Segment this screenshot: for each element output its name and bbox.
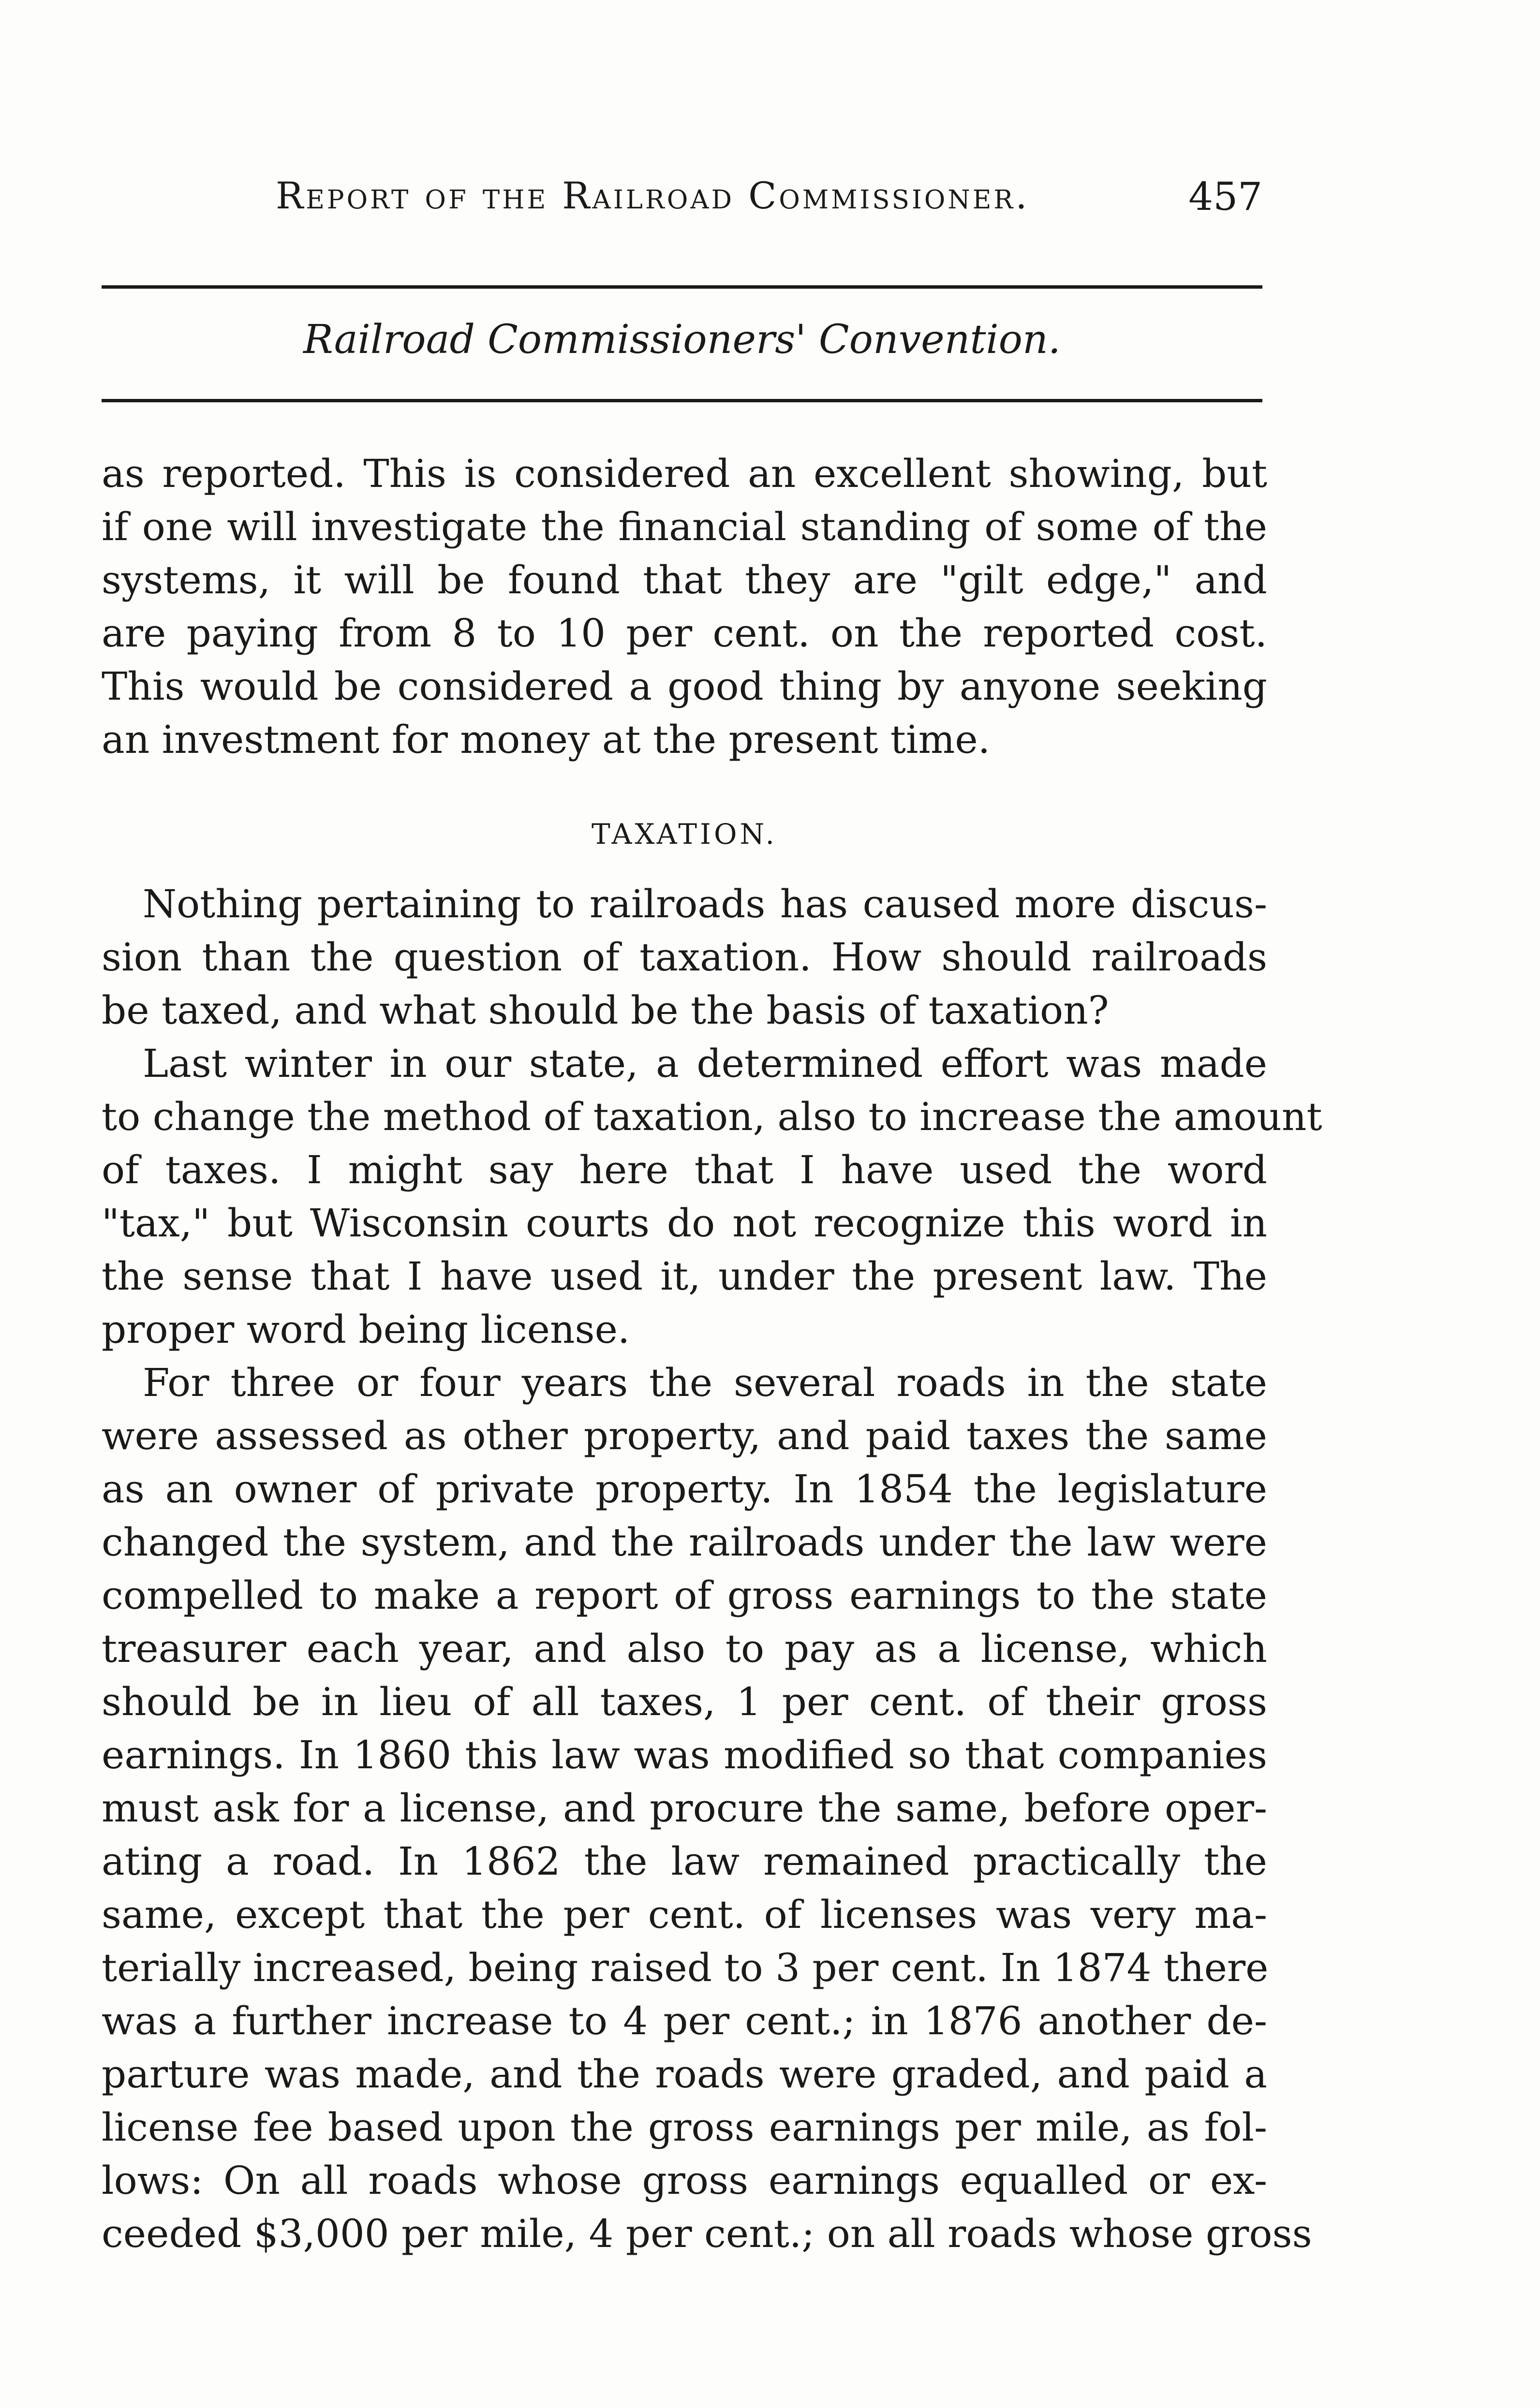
text-line: must ask for a license, and procure the same, before oper-: [102, 1786, 1267, 1831]
text-line: to change the method of taxation, also to increase the amount: [102, 1094, 1322, 1139]
section-caption: Railroad Commissioners' Convention.: [303, 317, 1061, 363]
text-line: are paying from 8 to 10 per cent. on the reported cost.: [102, 611, 1267, 656]
text-line: ating a road. In 1862 the law remained practically the: [102, 1839, 1267, 1884]
text-line: Last winter in our state, a determined effort was made: [143, 1041, 1267, 1086]
text-line: lows: On all roads whose gross earnings equalled or ex-: [102, 2158, 1267, 2203]
text-line: as an owner of private property. In 1854 the legislature: [102, 1467, 1267, 1512]
paragraph-continued: [102, 447, 1267, 766]
page-number: 457: [1188, 174, 1262, 219]
text-line: same, except that the per cent. of licenses was very ma-: [102, 1892, 1267, 1937]
paragraph-taxation-intro: [102, 878, 1267, 1037]
text-line: systems, it will be found that they are "gilt edge," and: [102, 558, 1267, 602]
text-line: the sense that I have used it, under the present law. The: [102, 1254, 1267, 1299]
text-line: should be in lieu of all taxes, 1 per cent. of their gross: [102, 1679, 1267, 1724]
text-line: ceeded $3,000 per mile, 4 per cent.; on all roads whose gross: [102, 2211, 1312, 2256]
running-head: [102, 174, 1262, 227]
text-line: an investment for money at the present time.: [102, 717, 991, 762]
text-line: treasurer each year, and also to pay as a license, which: [102, 1626, 1267, 1671]
text-line: This would be considered a good thing by anyone seeking: [102, 664, 1267, 709]
header-rule-top: [102, 285, 1262, 289]
header-rule-bottom: [102, 399, 1262, 402]
text-line: was a further increase to 4 per cent.; in 1876 another de-: [102, 1998, 1267, 2043]
text-line: parture was made, and the roads were graded, and paid a: [102, 2052, 1267, 2097]
text-line: terially increased, being raised to 3 per cent. In 1874 there: [102, 1945, 1269, 1990]
text-line: earnings. In 1860 this law was modified so that companies: [102, 1733, 1267, 1777]
text-line: proper word being license.: [102, 1307, 630, 1352]
text-line: as reported. This is considered an excellent showing, but: [102, 451, 1267, 496]
text-line: For three or four years the several roads in the state: [143, 1360, 1267, 1405]
text-line: "tax," but Wisconsin courts do not recognize this word in: [102, 1201, 1267, 1246]
section-heading-taxation: TAXATION.: [592, 818, 777, 851]
paragraph-last-winter: [102, 1037, 1322, 1356]
text-line: changed the system, and the railroads under the law were: [102, 1520, 1267, 1565]
text-line: sion than the question of taxation. How should railroads: [102, 935, 1267, 980]
text-line: were assessed as other property, and paid taxes the same: [102, 1413, 1267, 1458]
body-text: [102, 447, 1322, 2261]
paragraph-license-history: [102, 1356, 1312, 2261]
text-line: license fee based upon the gross earnings per mile, as fol-: [102, 2105, 1267, 2150]
text-line: Nothing pertaining to railroads has caused more discus-: [143, 881, 1267, 926]
running-title: Report of the Railroad Commissioner.: [276, 174, 1030, 217]
text-line: compelled to make a report of gross earnings to the state: [102, 1573, 1267, 1618]
text-line: if one will investigate the financial standing of some of the: [102, 504, 1267, 549]
text-line: be taxed, and what should be the basis of taxation?: [102, 988, 1109, 1033]
text-line: of taxes. I might say here that I have used the word: [102, 1147, 1267, 1192]
